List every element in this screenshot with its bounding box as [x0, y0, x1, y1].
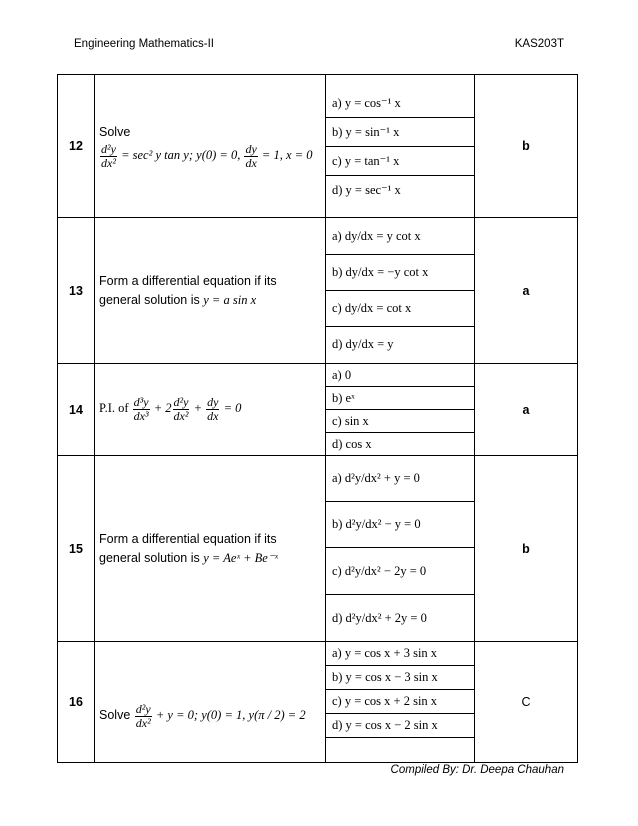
option-item: b) y = sin⁻¹ x [326, 118, 474, 147]
option-item: a) y = cos x + 3 sin x [326, 642, 474, 666]
header-title: Engineering Mathematics-II [74, 38, 214, 50]
table-row-q15 [58, 456, 578, 642]
question-label: P.I. of [99, 401, 129, 416]
question-expression: y = Aeˣ + Be⁻ˣ [203, 550, 278, 565]
options-cell [326, 364, 475, 456]
question-text [95, 456, 326, 642]
question-text [95, 642, 326, 763]
footer-credit: Compiled By: Dr. Deepa Chauhan [390, 764, 564, 776]
options-cell [326, 456, 475, 642]
question-label: Solve [99, 707, 131, 722]
question-table [57, 74, 578, 763]
option-item: d) cos x [332, 436, 372, 451]
option-item: c) y = cos x + 2 sin x [326, 690, 474, 714]
question-label: Solve [99, 124, 131, 139]
table-row-q16 [58, 642, 578, 763]
option-item: d) y = sec⁻¹ x [332, 182, 401, 197]
option-item: c) d²y/dx² − 2y = 0 [326, 548, 474, 595]
question-expression: y = a sin x [203, 292, 257, 307]
option-item: b) y = cos x − 3 sin x [326, 666, 474, 690]
answer-cell: a [475, 218, 578, 364]
table-row-q13 [58, 218, 578, 364]
option-item: c) dy/dx = cot x [326, 291, 474, 327]
answer-cell: b [475, 75, 578, 218]
answer-cell: a [475, 364, 578, 456]
option-item: a) dy/dx = y cot x [326, 219, 474, 255]
option-item: d) y = cos x − 2 sin x [326, 714, 474, 738]
question-label: Form a differential equation if its general solution is [99, 273, 277, 307]
option-item: c) sin x [326, 410, 474, 433]
header-course-code: KAS203T [514, 38, 564, 50]
option-item: a) d²y/dx² + y = 0 [326, 456, 474, 502]
question-number: 16 [58, 642, 95, 763]
table-row-q12 [58, 75, 578, 218]
options-cell [326, 218, 475, 364]
option-item-empty [326, 738, 474, 762]
question-text [95, 364, 326, 456]
option-item: c) y = tan⁻¹ x [326, 147, 474, 176]
question-number: 13 [58, 218, 95, 364]
question-equation: $\frac{\text{d²y}}{\text{dx²}}$ + y = 0; y(0) = 1, y(π / 2) = 2 [135, 701, 306, 730]
answer-cell: b [475, 456, 578, 642]
question-text [95, 218, 326, 364]
options-cell [326, 75, 475, 218]
option-item: d) d²y/dx² + 2y = 0 [332, 610, 427, 625]
question-equation: $\frac{\text{d³y}}{\text{dx³}}$ + 2 $\frac{\text{d²y}}{\text{dx²}}$ + $\frac{dy}{dx}$ = 0 [133, 395, 242, 423]
option-item: d) dy/dx = y [332, 337, 394, 351]
option-item: b) dy/dx = −y cot x [326, 255, 474, 291]
options-cell [326, 642, 475, 763]
question-number: 15 [58, 456, 95, 642]
answer-cell: C [475, 642, 578, 763]
option-item: a) 0 [326, 364, 474, 387]
option-item: b) d²y/dx² − y = 0 [326, 502, 474, 548]
question-number: 14 [58, 364, 95, 456]
question-number: 12 [58, 75, 95, 218]
table-row-q14 [58, 364, 578, 456]
question-text [95, 75, 326, 218]
option-item: a) y = cos⁻¹ x [326, 89, 474, 118]
option-item: b) eˣ [326, 387, 474, 410]
question-equation: $\frac{\text{d²y}}{\text{dx²}}$ = sec² y tan y; y(0) = 0, $\frac{dy}{dx}$ = 1, x = 0 [101, 142, 313, 170]
question-label: Form a differential equation if its general solution is [99, 531, 277, 565]
